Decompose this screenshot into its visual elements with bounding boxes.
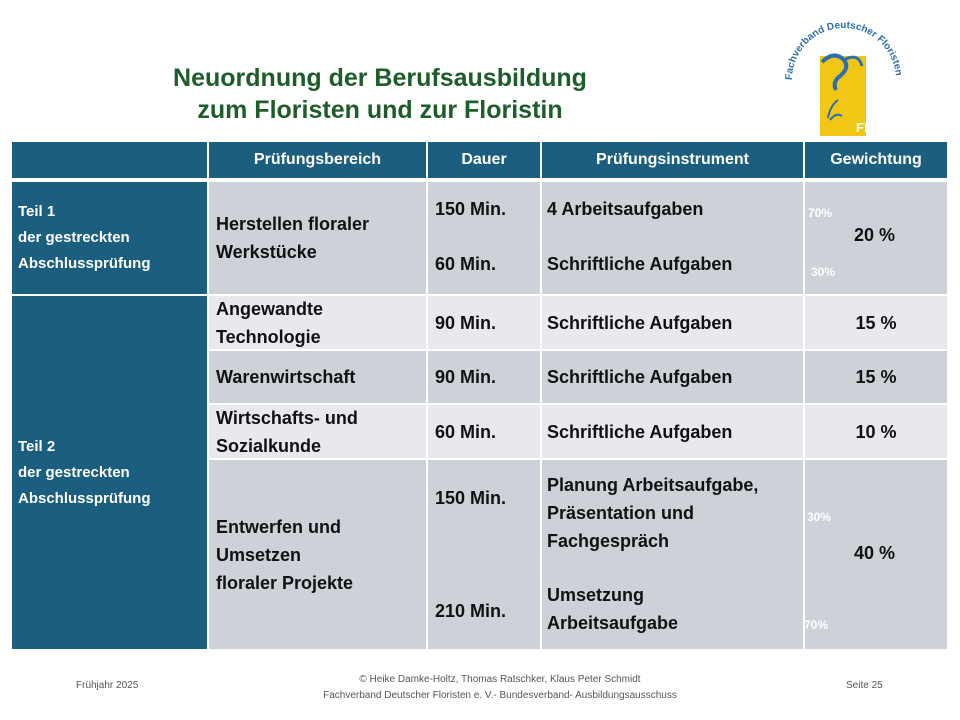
teil1-bereich [209, 182, 426, 294]
teil2-label-line1: Teil 2 [18, 437, 56, 455]
teil2-label-line3: Abschlussprüfung [18, 489, 151, 507]
footer-date: Frühjahr 2025 [76, 680, 139, 691]
teil2-row1-gewichtung: 15 % [805, 296, 947, 349]
title-line-2: zum Floristen und zur Floristin [197, 96, 563, 124]
header-gewichtung: Gewichtung [805, 142, 947, 178]
teil2-projekt-instrument-2 [547, 581, 678, 637]
teil2-row1-bereich-line1: Angewandte [216, 298, 324, 319]
header-blank [12, 142, 207, 178]
teil1-split-30: 30% [811, 265, 836, 279]
teil2-projekt-instrument-1-line1: Planung Arbeitsaufgabe, [547, 475, 759, 495]
header-dauer: Dauer [428, 142, 540, 178]
teil1-instrument-1: 4 Arbeitsaufgaben [547, 199, 704, 219]
header-pruefungsinstrument: Prüfungsinstrument [542, 142, 803, 178]
teil2-projekt-dauer [428, 460, 540, 649]
teil2-row3-bereich [209, 405, 426, 458]
teil2-row3-dauer: 60 Min. [428, 405, 540, 458]
logo-arc-text: Fachverband Deutscher Floristen [783, 20, 904, 81]
footer-copyright [260, 672, 740, 704]
teil1-gewichtung-value: 20 % [854, 225, 896, 245]
footer-copyright-line1: © Heike Damke-Holtz, Thomas Ratschker, Klaus Peter Schmidt [359, 674, 641, 685]
slide-title [95, 62, 665, 126]
teil2-row1-instrument: Schriftliche Aufgaben [542, 296, 803, 349]
footer-page-number: Seite 25 [846, 680, 883, 691]
teil1-dauer-2: 60 Min. [435, 254, 497, 274]
teil2-projekt-instrument-1 [547, 471, 758, 555]
teil2-projekt-instrument-2-line1: Umsetzung [547, 585, 645, 605]
teil2-row2-dauer: 90 Min. [428, 351, 540, 403]
teil2-row1-bereich-line2: Technologie [216, 326, 321, 347]
teil2-row1-bereich [209, 296, 426, 349]
header-pruefungsbereich: Prüfungsbereich [209, 142, 426, 178]
teil2-row2-gewichtung: 15 % [805, 351, 947, 403]
teil2-row3-bereich-line2: Sozialkunde [216, 435, 322, 456]
exam-table [12, 142, 947, 649]
teil1-label-line2: der gestreckten [18, 229, 130, 246]
teil2-projekt-bereich-line1: Entwerfen und [216, 516, 341, 537]
teil2-row3-instrument: Schriftliche Aufgaben [542, 405, 803, 458]
teil2-row3-bereich-line1: Wirtschafts- und [216, 407, 358, 428]
teil2-projekt-instrument-1-line3: Fachgespräch [547, 531, 670, 551]
fdf-logo [778, 20, 910, 138]
teil1-label-line3: Abschlussprüfung [18, 255, 151, 272]
teil2-projekt-bereich [209, 460, 426, 649]
teil1-label [12, 182, 207, 294]
teil2-projekt-gewichtung-value: 40 % [854, 543, 896, 563]
teil1-dauer [428, 182, 540, 294]
teil1-split-70: 70% [808, 206, 833, 220]
teil2-projekt-bereich-line3: floraler Projekte [216, 572, 354, 593]
teil1-label-line1: Teil 1 [18, 203, 56, 220]
logo-abbr: FDF [856, 120, 882, 135]
teil1-instrument-2: Schriftliche Aufgaben [547, 254, 733, 274]
teil2-projekt-split-30: 30% [807, 510, 832, 524]
teil2-row1-dauer: 90 Min. [428, 296, 540, 349]
title-line-1: Neuordnung der Berufsausbildung [173, 64, 587, 92]
teil1-bereich-line1: Herstellen floraler [216, 214, 370, 234]
teil2-projekt-bereich-line2: Umsetzen [216, 544, 302, 565]
teil2-projekt-split-70: 70% [804, 618, 829, 632]
teil2-projekt-gewichtung [805, 460, 947, 649]
teil2-label-line2: der gestreckten [18, 463, 130, 481]
teil2-label [12, 296, 207, 649]
teil2-projekt-instrument [542, 460, 803, 649]
footer-copyright-line2: Fachverband Deutscher Floristen e. V.- Bundesverband- Ausbildungsausschuss [323, 690, 677, 701]
teil1-instrument [542, 182, 803, 294]
teil2-row2-bereich-line1: Warenwirtschaft [216, 367, 356, 387]
teil2-projekt-instrument-1-line2: Präsentation und [547, 503, 695, 523]
teil2-row2-instrument: Schriftliche Aufgaben [542, 351, 803, 403]
teil2-projekt-dauer-1: 150 Min. [435, 488, 507, 508]
fdf-logo-graphic [778, 20, 910, 138]
teil1-dauer-1: 150 Min. [435, 199, 507, 219]
teil2-row3-gewichtung: 10 % [805, 405, 947, 458]
teil1-gewichtung [805, 182, 947, 294]
teil2-row2-bereich [209, 351, 426, 403]
teil2-projekt-instrument-2-line2: Arbeitsaufgabe [547, 613, 679, 633]
teil1-bereich-line2: Werkstücke [216, 242, 317, 262]
teil2-projekt-dauer-2: 210 Min. [435, 601, 507, 621]
